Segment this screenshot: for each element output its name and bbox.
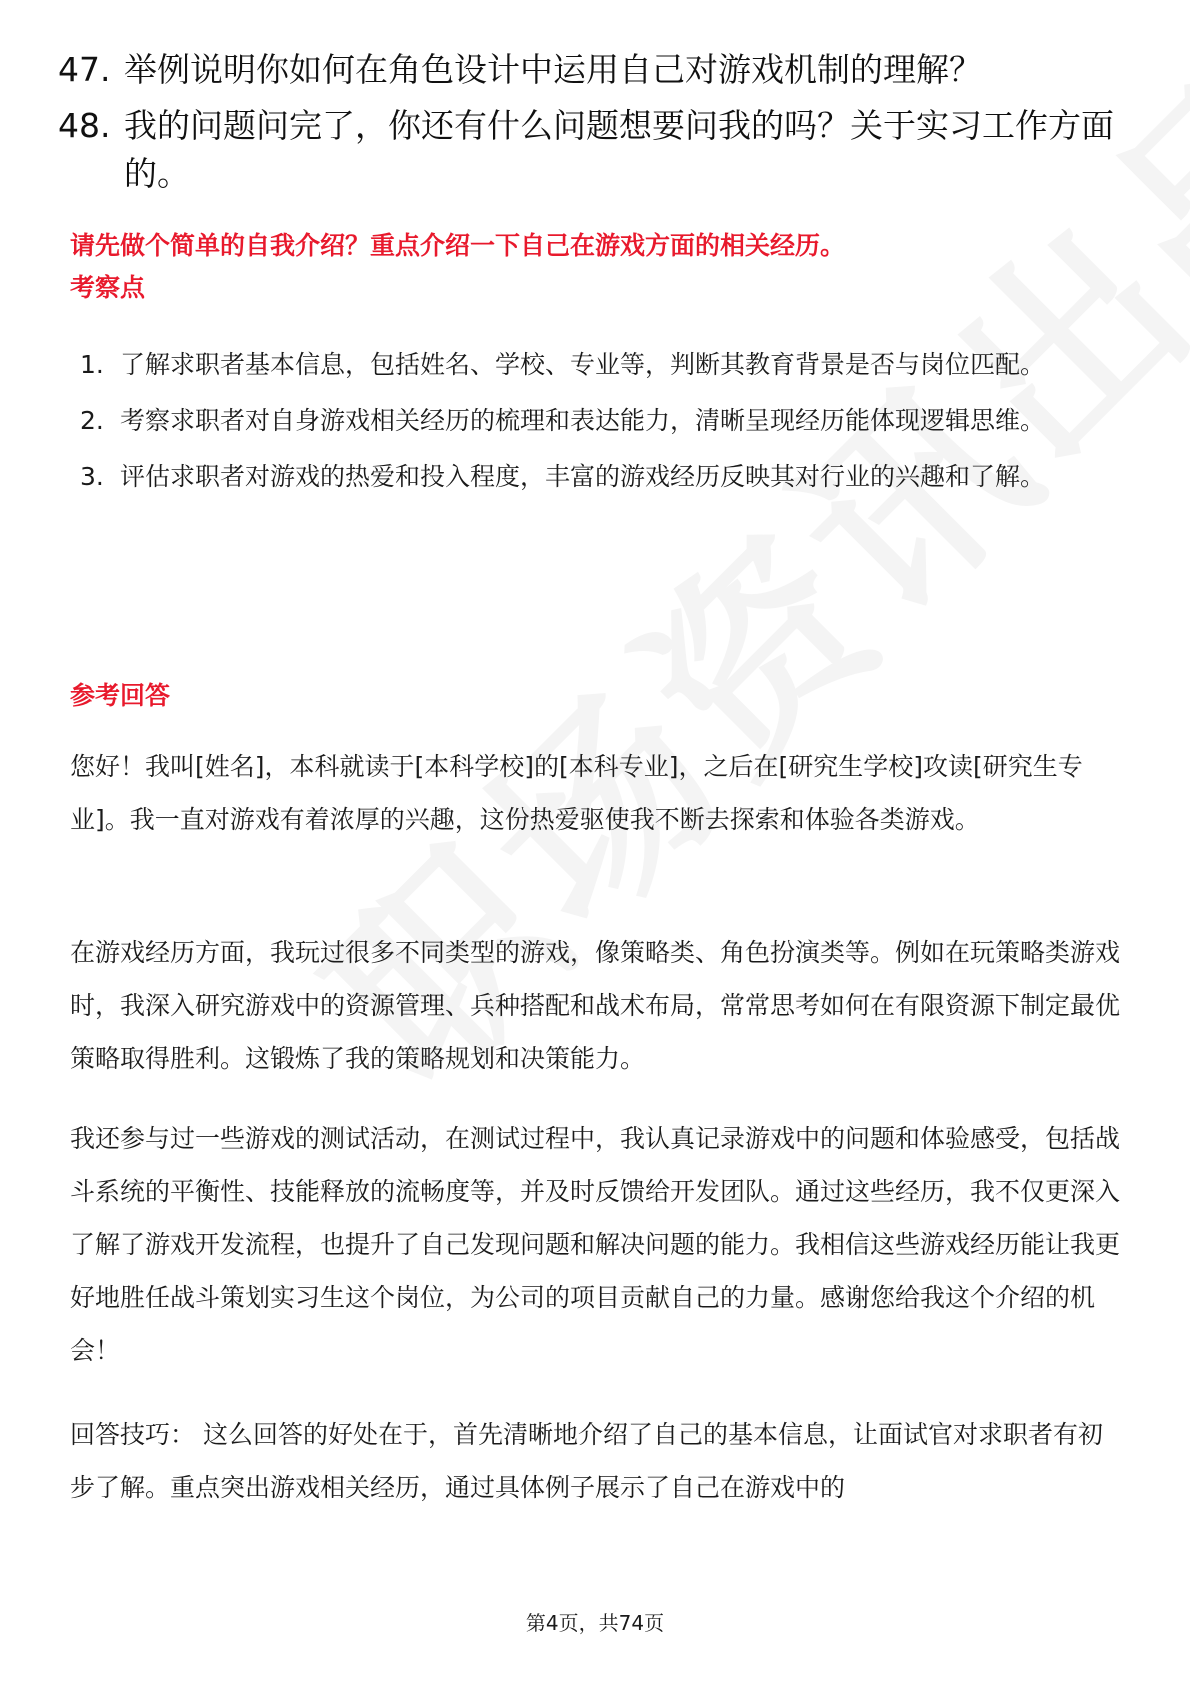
key-point-text: 评估求职者对游戏的热爱和投入程度，丰富的游戏经历反映其对行业的兴趣和了解。 xyxy=(120,462,1046,491)
question-number: 47. xyxy=(58,50,111,89)
interview-question-heading: 请先做个简单的自我介绍？重点介绍一下自己在游戏方面的相关经历。 xyxy=(70,231,846,260)
question-number: 48. xyxy=(58,106,111,145)
answer-paragraph: 您好！我叫[姓名]，本科就读于[本科学校]的[本科专业]，之后在[研究生学校]攻读[研究生专业]。我一直对游戏有着浓厚的兴趣，这份热爱驱使我不断去探索和体验各类游戏。 xyxy=(70,752,1083,834)
key-point-text: 了解求职者基本信息，包括姓名、学校、专业等，判断其教育背景是否与岗位匹配。 xyxy=(120,350,1046,379)
question-item xyxy=(58,46,1138,94)
key-point-item xyxy=(80,338,1120,391)
page-footer: 第4页，共74页 xyxy=(525,1611,665,1635)
answer-tips-paragraph: 回答技巧： 这么回答的好处在于，首先清晰地介绍了自己的基本信息，让面试官对求职者有初步了解。重点突出游戏相关经历，通过具体例子展示了自己在游戏中的 xyxy=(70,1420,1103,1502)
key-point-number: 3. xyxy=(80,462,104,491)
answer-paragraph: 在游戏经历方面，我玩过很多不同类型的游戏，像策略类、角色扮演类等。例如在玩策略类游戏时，我深入研究游戏中的资源管理、兵种搭配和战术布局，常常思考如何在有限资源下制定最优策略取得胜利。这锻炼了我的策略规划和决策能力。 xyxy=(70,938,1121,1073)
question-text: 我的问题问完了，你还有什么问题想要问我的吗？关于实习工作方面的。 xyxy=(124,106,1114,193)
question-list xyxy=(58,46,1138,198)
key-point-text: 考察求职者对自身游戏相关经历的梳理和表达能力，清晰呈现经历能体现逻辑思维。 xyxy=(120,406,1046,435)
key-point-number: 1. xyxy=(80,350,104,379)
key-point-number: 2. xyxy=(80,406,104,435)
question-item xyxy=(58,102,1138,198)
answer-paragraph: 我还参与过一些游戏的测试活动，在测试过程中，我认真记录游戏中的问题和体验感受，包括战斗系统的平衡性、技能释放的流畅度等，并及时反馈给开发团队。通过这些经历，我不仅更深入了解了游戏开发流程，也提升了自己发现问题和解决问题的能力。我相信这些游戏经历能让我更好地胜任战斗策划实习生这个岗位，为公司的项目贡献自己的力量。感谢您给我这个介绍的机会！ xyxy=(70,1124,1121,1365)
key-point-item xyxy=(80,394,1120,447)
question-text: 举例说明你如何在角色设计中运用自己对游戏机制的理解？ xyxy=(124,50,982,89)
key-point-item xyxy=(80,450,1120,503)
key-points-heading: 考察点 xyxy=(70,273,146,302)
key-points-list xyxy=(80,338,1120,503)
reference-answer-heading: 参考回答 xyxy=(70,681,171,710)
